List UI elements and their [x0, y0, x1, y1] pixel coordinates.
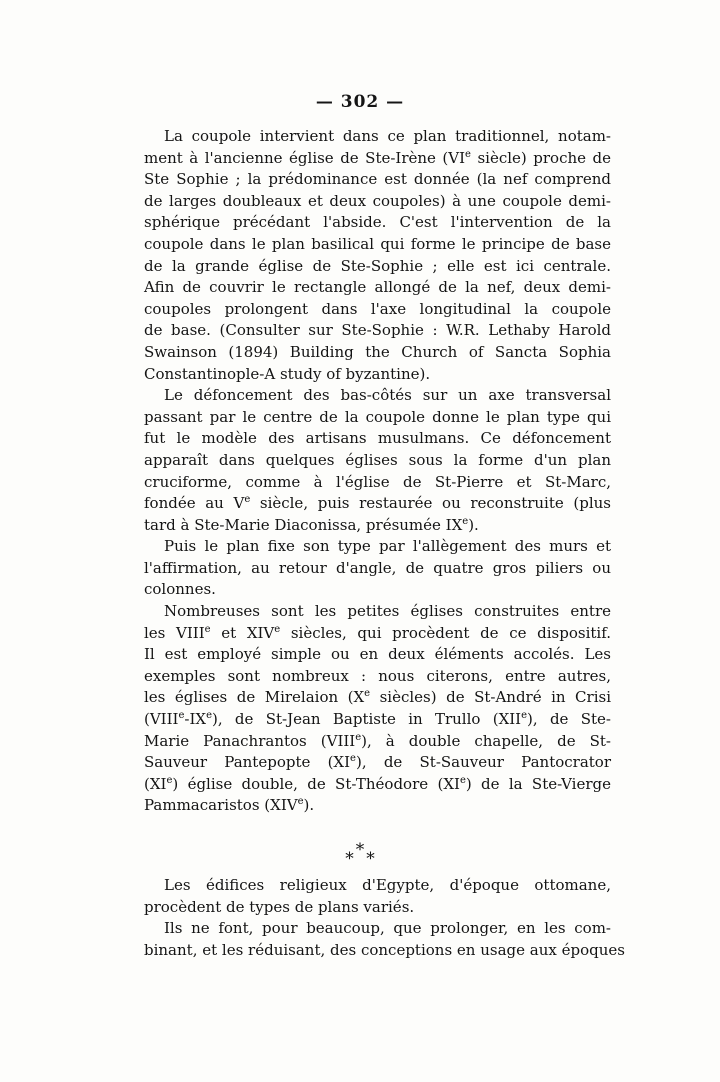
- text-line: Le défoncement des bas-côtés sur un axe transversal: [164, 386, 611, 405]
- text-line: Ste Sophie ; la prédominance est donnée (la nef comprend: [144, 170, 611, 189]
- text-line: passant par le centre de la coupole donne le plan type qui: [144, 407, 611, 426]
- text-line: fut le modèle des artisans musulmans. Ce défoncement: [144, 429, 611, 448]
- text-line: fondée au Ve siècle, puis restaurée ou reconstruite (plus: [144, 494, 611, 513]
- text-line: ment à l'ancienne église de Ste-Irène (VIe siècle) proche de: [144, 148, 611, 167]
- text-line: tard à Ste-Marie Diaconissa, présumée IXe).: [144, 515, 479, 534]
- text-line: les VIIIe et XIVe siècles, qui procèdent de ce dispositif.: [144, 623, 611, 642]
- paragraph-4: [124, 601, 611, 817]
- text-line: de larges doubleaux et deux coupoles) à une coupole demi-: [144, 191, 611, 210]
- asterism-separator: * * *: [345, 840, 375, 869]
- paragraph-5: [124, 875, 611, 918]
- text-line: colonnes.: [144, 580, 216, 599]
- text-line: l'affirmation, au retour d'angle, de quatre gros piliers ou: [144, 558, 611, 577]
- text-line: Swainson (1894) Building the Church of Sancta Sophia: [144, 342, 611, 361]
- text-line: Il est employé simple ou en deux éléments accolés. Les: [144, 645, 611, 664]
- text-line: Les édifices religieux d'Egypte, d'époque ottomane,: [164, 876, 611, 894]
- text-line: coupole dans le plan basilical qui forme le principe de base: [144, 234, 611, 253]
- text-line: exemples sont nombreux : nous citerons, entre autres,: [144, 666, 611, 685]
- paragraph-6: [124, 918, 625, 961]
- text-line: de la grande église de Ste-Sophie ; elle est ici centrale.: [144, 256, 611, 275]
- text-line: Sauveur Pantepopte (XIe), de St-Sauveur Pantocrator: [144, 753, 611, 772]
- text-line: Puis le plan fixe son type par l'allègement des murs et: [164, 537, 611, 556]
- text-line: procèdent de types de plans variés.: [144, 897, 415, 916]
- page-number-header: — 302 —: [315, 92, 405, 112]
- text-line: Constantinople-A study of byzantine).: [144, 364, 431, 383]
- text-line: de base. (Consulter sur Ste-Sophie : W.R. Lethaby Harold: [144, 321, 611, 340]
- paragraph-2: [124, 385, 611, 536]
- text-line: Marie Panachrantos (VIIIe), à double chapelle, de St-: [144, 731, 611, 750]
- continuation-text-block: [124, 875, 625, 961]
- text-line: coupoles prolongent dans l'axe longitudinal la coupole: [144, 299, 611, 318]
- text-line: binant, et les réduisant, des conceptions en usage aux époques: [144, 940, 625, 959]
- text-line: sphérique précédant l'abside. C'est l'intervention de la: [144, 213, 611, 232]
- paragraph-3: [124, 536, 611, 601]
- text-line: Pammacaristos (XIVe).: [144, 796, 315, 815]
- main-text-block: [124, 126, 611, 817]
- text-line: Ils ne font, pour beaucoup, que prolonger, en les com-: [164, 919, 611, 938]
- text-line: La coupole intervient dans ce plan traditionnel, notam-: [164, 127, 611, 145]
- text-line: (XIe) église double, de St-Théodore (XIe) de la Ste-Vierge: [144, 774, 611, 793]
- text-line: cruciforme, comme à l'église de St-Pierre et St-Marc,: [144, 472, 611, 491]
- text-line: (VIIIe-IXe), de St-Jean Baptiste in Trullo (XIIe), de Ste-: [144, 710, 611, 729]
- text-line: Afin de couvrir le rectangle allongé de la nef, deux demi-: [144, 278, 611, 297]
- text-line: apparaît dans quelques églises sous la forme d'un plan: [144, 450, 611, 469]
- paragraph-1: [124, 126, 611, 385]
- text-line: Nombreuses sont les petites églises construites entre: [164, 602, 611, 621]
- text-line: les églises de Mirelaion (Xe siècles) de St-André in Crisi: [144, 688, 611, 707]
